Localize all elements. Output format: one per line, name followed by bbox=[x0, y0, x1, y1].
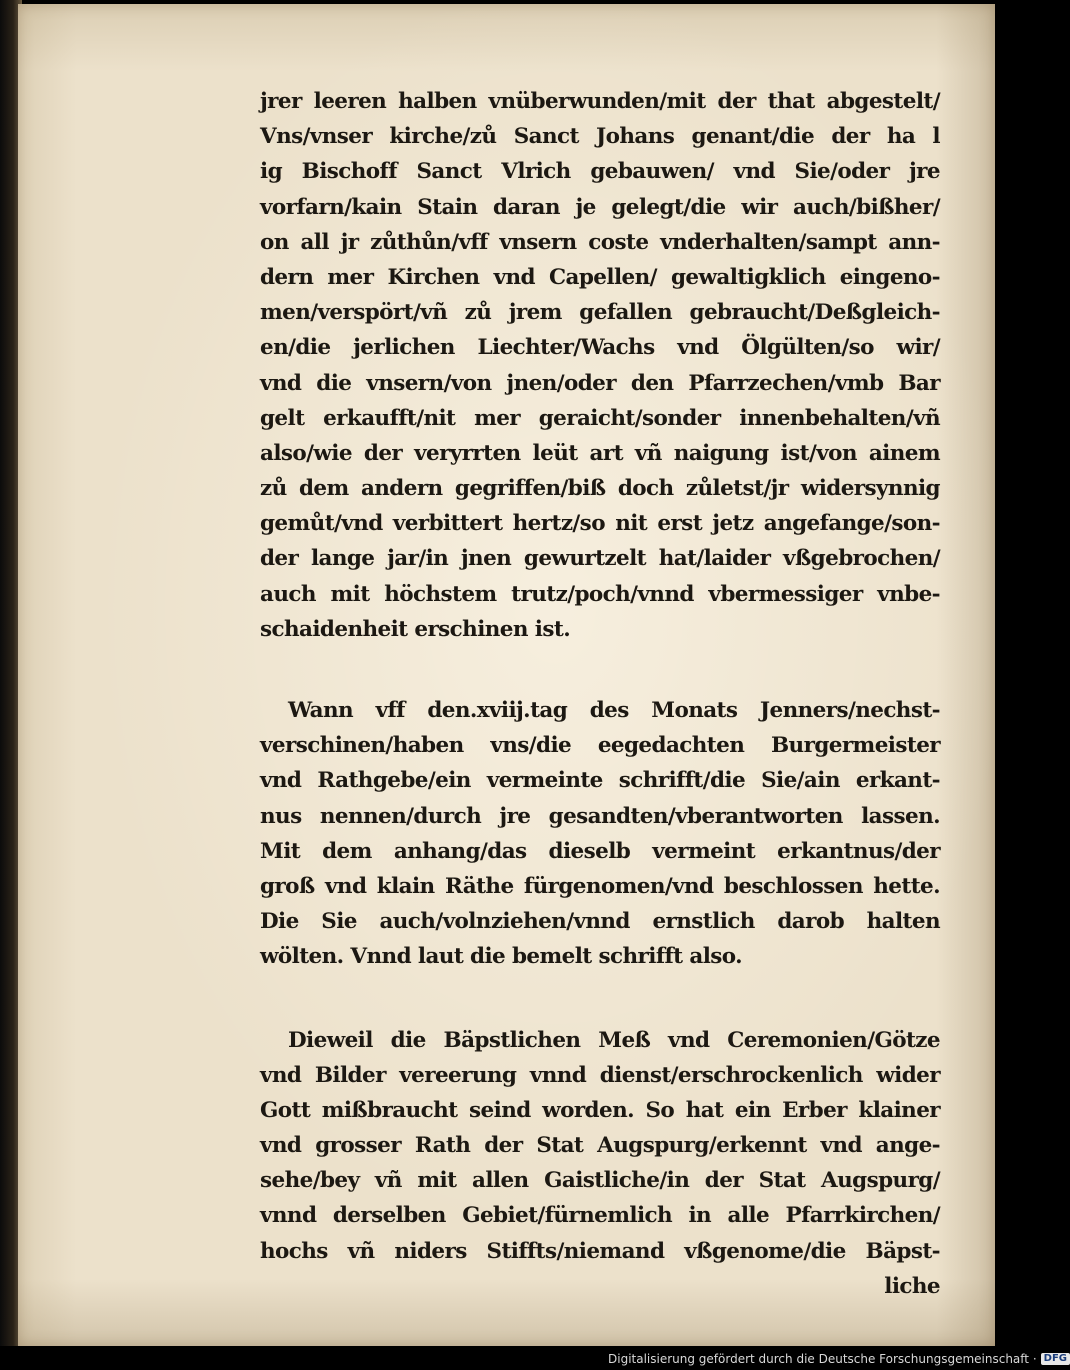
text-line: groß vnd klain Räthe fürgenomen/vnd beschlossen hette. bbox=[260, 873, 940, 899]
text-line: der lange jar/in jnen gewurtzelt hat/laider vßgebrochen/ bbox=[260, 546, 940, 572]
paragraph-3 bbox=[260, 1023, 940, 1305]
text-line: Vns/vnser kirche/zů Sanct Johans genant/die der ha l bbox=[260, 124, 940, 150]
text-line: zů dem andern gegriffen/biß doch zůletst/jr widersynnig bbox=[260, 476, 940, 502]
page-text bbox=[260, 84, 940, 1304]
text-line: on all jr zůthůn/vff vnsern coste vnderhalten/sampt ann- bbox=[260, 229, 940, 255]
text-line: dern mer Kirchen vnd Capellen/ gewaltigklich eingeno- bbox=[260, 264, 940, 290]
text-line: Gott mißbraucht seind worden. So hat ein Erber klainer bbox=[260, 1097, 940, 1123]
text-line: ig Bischoff Sanct Vlrich gebauwen/ vnd Sie/oder jre bbox=[260, 159, 940, 185]
catchword: liche bbox=[884, 1273, 940, 1299]
text-line: also/wie der veryrrten leüt art vñ naigung ist/von ainem bbox=[260, 440, 940, 466]
text-line: gelt erkaufft/nit mer geraicht/sonder innenbehalten/vñ bbox=[260, 405, 940, 431]
paragraph-2 bbox=[260, 693, 940, 975]
text-line: vnd Rathgebe/ein vermeinte schrifft/die Sie/ain erkant- bbox=[260, 768, 940, 794]
text-line: sehe/bey vñ mit allen Gaistliche/in der Stat Augspurg/ bbox=[260, 1168, 940, 1194]
paragraph-1 bbox=[260, 84, 940, 647]
text-line: jrer leeren halben vnüberwunden/mit der that abgestelt/ bbox=[260, 89, 940, 114]
text-line: vorfarn/kain Stain daran je gelegt/die wir auch/bißher/ bbox=[260, 194, 940, 220]
text-line: vnd grosser Rath der Stat Augspurg/erkennt vnd ange- bbox=[260, 1133, 940, 1159]
text-line: en/die jerlichen Liechter/Wachs vnd Ölgülten/so wir/ bbox=[260, 335, 940, 361]
text-line: wölten. Vnnd laut die bemelt schrifft also. bbox=[260, 944, 743, 970]
paragraph-gap bbox=[260, 647, 940, 693]
text-line: Die Sie auch/volnziehen/vnnd ernstlich darob halten bbox=[260, 909, 940, 935]
text-line: vnd Bilder vereerung vnnd dienst/erschrockenlich wider bbox=[260, 1062, 940, 1088]
credit-text: Digitalisierung gefördert durch die Deutsche Forschungsgemeinschaft · bbox=[608, 1352, 1037, 1366]
dfg-logo-icon: DFG bbox=[1041, 1353, 1070, 1365]
text-line: hochs vñ niders Stiffts/niemand vßgenome/die Bäpst- bbox=[260, 1238, 940, 1264]
paragraph-gap bbox=[260, 975, 940, 1023]
text-line: Wann vff den.xviij.tag des Monats Jenners/nechst- bbox=[288, 698, 940, 723]
text-line: schaidenheit erschinen ist. bbox=[260, 616, 571, 642]
text-line: verschinen/haben vns/die eegedachten Burgermeister bbox=[260, 733, 940, 759]
text-line: Dieweil die Bäpstlichen Meß vnd Ceremonien/Götze bbox=[288, 1027, 940, 1053]
text-line: vnd die vnsern/von jnen/oder den Pfarrzechen/vmb Bar bbox=[260, 370, 940, 396]
text-line: gemůt/vnd verbittert hertz/so nit erst jetz angefange/son- bbox=[260, 511, 940, 537]
text-line: Mit dem anhang/das dieselb vermeint erkantnus/der bbox=[260, 838, 940, 864]
text-line: nus nennen/durch jre gesandten/vberantworten lassen. bbox=[260, 803, 940, 829]
text-line: vnnd derselben Gebiet/fürnemlich in alle Pfarrkirchen/ bbox=[260, 1203, 940, 1229]
digitization-credit bbox=[608, 1351, 1070, 1367]
text-line: auch mit höchstem trutz/poch/vnnd vbermessiger vnbe- bbox=[260, 581, 940, 607]
text-line: men/verspört/vñ zů jrem gefallen gebraucht/Deßgleich- bbox=[260, 300, 940, 326]
